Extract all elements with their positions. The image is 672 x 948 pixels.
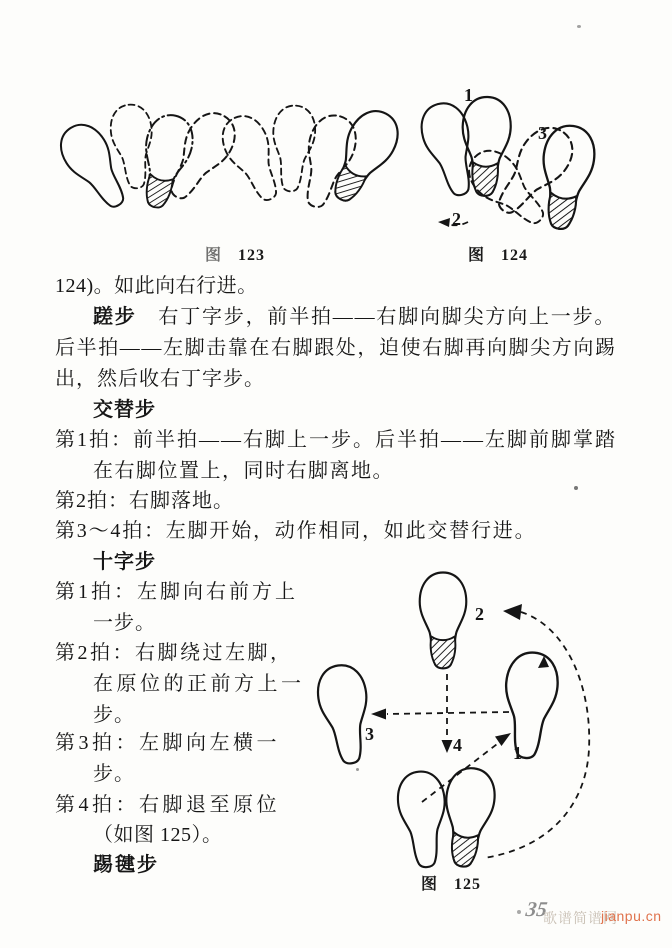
step-number-1: 1 xyxy=(513,743,522,763)
watermark-site-name: 歌谱简谱网 xyxy=(543,910,618,926)
curved-arc-line xyxy=(484,612,589,858)
footprint xyxy=(215,109,291,208)
hatched-heel xyxy=(431,637,456,669)
text-line: 第3～4拍：左脚开始，动作相同，如此交替行进。 xyxy=(55,520,537,542)
scan-speck xyxy=(577,25,581,28)
footprint-cluster-right xyxy=(215,103,407,213)
text-line: 蹉步 右丁字步，前半拍——右脚向脚尖方向上一步。 xyxy=(93,306,617,328)
hatched-heel xyxy=(472,163,499,197)
hatched-heel xyxy=(449,832,478,868)
footprint xyxy=(52,116,138,216)
footprint-bottom-right xyxy=(438,765,498,869)
hatched-heel xyxy=(330,165,367,205)
left-arrow-line xyxy=(387,712,509,714)
footprint-left xyxy=(314,662,375,766)
step-number-2: 2 xyxy=(475,604,484,624)
footer-bullet xyxy=(517,910,521,914)
text-line: （如图 125）。 xyxy=(93,824,223,846)
text-line: 步。 xyxy=(93,763,135,785)
text-line: 第3拍：左脚向左横一 xyxy=(55,732,280,754)
text-line: 在右脚位置上，同时右脚离地。 xyxy=(93,460,394,482)
footprint xyxy=(320,103,407,211)
text-line: 第1拍：前半拍——右脚上一步。后半拍——左脚前脚掌踏 xyxy=(55,429,617,451)
arrowhead-down xyxy=(442,740,453,753)
text-line: 一步。 xyxy=(93,612,156,634)
arrowhead-left xyxy=(371,709,386,720)
scan-speck xyxy=(574,486,578,490)
text-line: 在原位的正前方上一 xyxy=(93,673,305,695)
footprint-top xyxy=(420,573,467,669)
text-line: 124)。如此向右行进。 xyxy=(55,275,258,297)
figure-124-footprint-diagram xyxy=(420,75,620,245)
text-line: 步。 xyxy=(93,704,135,726)
text-line: 第2拍：右脚绕过左脚， xyxy=(55,642,293,664)
text-line: 第4拍：右脚退至原位 xyxy=(55,794,280,816)
figure-125-footprint-diagram xyxy=(305,560,615,890)
text-line: 十字步 xyxy=(93,551,156,573)
footprint xyxy=(132,111,198,213)
scan-speck xyxy=(356,768,359,771)
text-line: 第2拍：右脚落地。 xyxy=(55,490,234,512)
page-number: 35 xyxy=(524,897,549,921)
figure-123-footprint-diagram xyxy=(50,95,410,245)
text-line: 出，然后收右丁字步。 xyxy=(55,368,265,390)
step-number-1: 1 xyxy=(464,85,473,105)
footprint-cluster-left xyxy=(52,103,244,217)
text-line: 交替步 xyxy=(93,399,156,421)
arrowhead-diagonal xyxy=(495,733,511,746)
step-number-2: 2 xyxy=(452,209,461,229)
figure-124-caption: 图 124 xyxy=(468,247,529,264)
text-line: 第1拍：左脚向右前方上 xyxy=(55,581,298,603)
figure-123-caption: 图 123 xyxy=(205,247,266,264)
step-number-3: 3 xyxy=(365,724,374,744)
arrowhead-arc xyxy=(503,604,522,620)
footprint-bottom-left xyxy=(396,770,451,869)
text-line: 后半拍——左脚击靠在右脚跟处，迫使右脚再向脚尖方向踢 xyxy=(55,337,617,359)
hatched-heel xyxy=(546,193,577,231)
watermark-url: jianpu.cn xyxy=(601,908,662,924)
text-line: 踢毽步 xyxy=(93,854,159,876)
hatched-heel xyxy=(143,174,174,210)
figure-125-caption: 图 125 xyxy=(421,876,482,893)
footprint-right xyxy=(500,650,560,760)
step-number-4: 4 xyxy=(453,735,462,755)
arrowhead xyxy=(438,218,450,227)
step-number-3: 3 xyxy=(538,123,547,143)
